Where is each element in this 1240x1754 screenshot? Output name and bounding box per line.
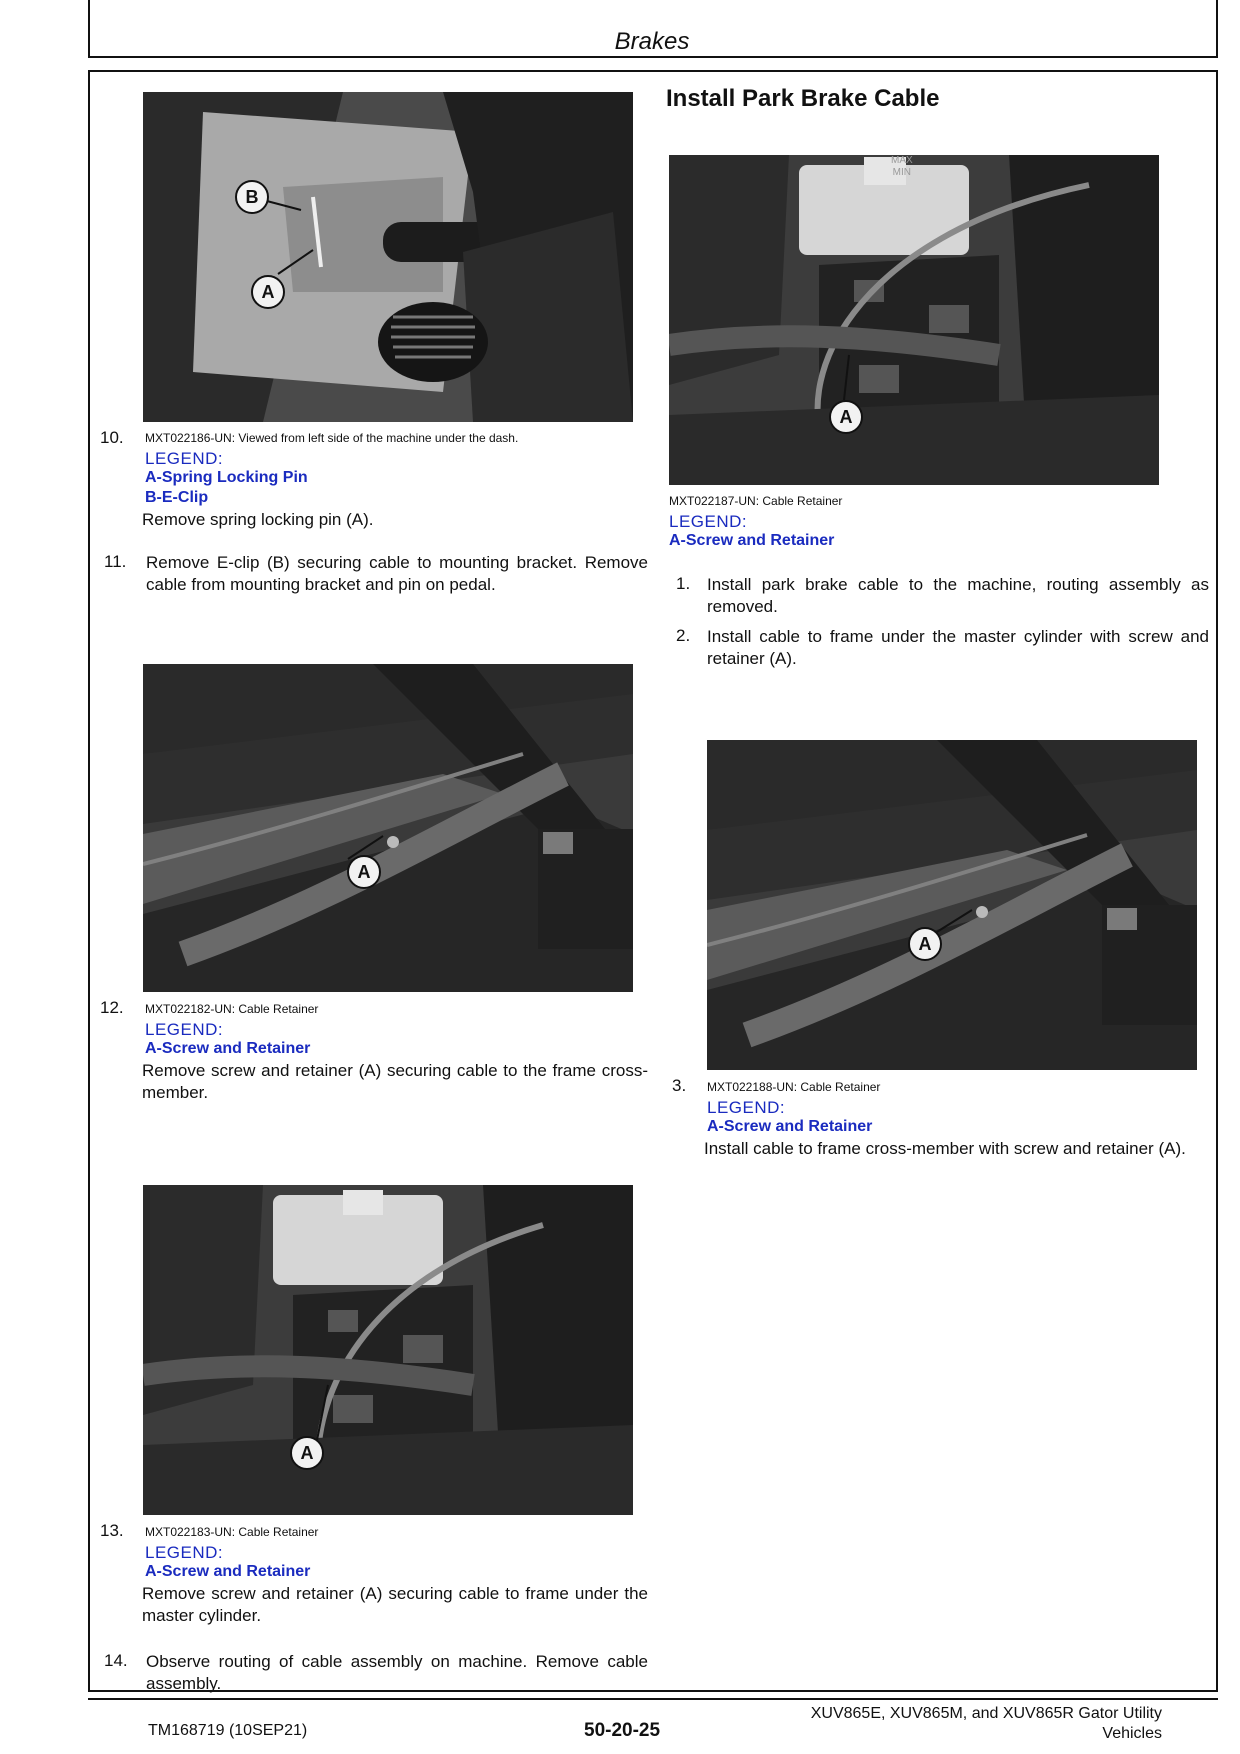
legend-title: LEGEND: (145, 449, 224, 468)
legend-title: LEGEND: (145, 1020, 224, 1039)
photo-install-cable-retainer (669, 155, 1159, 485)
photo-cable-retainer-crossmember (143, 664, 633, 992)
callout-a: A (908, 927, 942, 961)
step-text: Install cable to frame cross-member with screw and retainer (A). (704, 1139, 1186, 1158)
step-number: 2. (676, 626, 691, 645)
photo-cable-retainer-master-cylinder (143, 1185, 633, 1515)
footer-vehicle-line1: XUV865E, XUV865M, and XUV865R Gator Utility (810, 1705, 1162, 1722)
legend-item: A-Screw and Retainer (145, 1563, 311, 1580)
callout-b: B (235, 180, 269, 214)
page-header-title: Brakes (614, 28, 690, 55)
legend-title: LEGEND: (669, 512, 748, 531)
reservoir-min-label: MIN (892, 167, 911, 178)
step-text: Remove spring locking pin (A). (142, 510, 374, 529)
footer-vehicle-title (760, 1704, 1162, 1744)
callout-a: A (829, 400, 863, 434)
step-number: 3. (672, 1076, 687, 1095)
step-text: Remove screw and retainer (A) securing cable to frame under the master cylinder. (142, 1584, 648, 1625)
reservoir-max-label: MAX (891, 155, 913, 166)
step-number: 10. (100, 428, 124, 447)
step-number: 11. (104, 552, 127, 571)
photo-spring-locking-pin (143, 92, 633, 422)
step-text: Observe routing of cable assembly on machine. Remove cable assembly. (146, 1652, 648, 1693)
footer-page-number: 50-20-25 (584, 1720, 661, 1741)
step-number: 13. (100, 1521, 124, 1540)
callout-a: A (290, 1436, 324, 1470)
figure-caption: MXT022183-UN: Cable Retainer (145, 1525, 319, 1539)
photo-install-crossmember-retainer (707, 740, 1197, 1070)
callout-a: A (251, 275, 285, 309)
step-number: 12. (100, 998, 124, 1017)
footer-rule (88, 1698, 1218, 1700)
legend-item: A-Screw and Retainer (145, 1040, 311, 1057)
step-text: Remove E-clip (B) securing cable to mounting bracket. Remove cable from mounting bracket and pin on pedal. (146, 553, 648, 594)
footer-vehicle-line2: Vehicles (1102, 1725, 1162, 1742)
section-title: Install Park Brake Cable (666, 85, 940, 112)
figure-caption: MXT022186-UN: Viewed from left side of the machine under the dash. (145, 431, 519, 445)
figure-caption: MXT022187-UN: Cable Retainer (669, 494, 843, 508)
figure-caption: MXT022182-UN: Cable Retainer (145, 1002, 319, 1016)
legend-title: LEGEND: (145, 1543, 224, 1562)
figure-caption: MXT022188-UN: Cable Retainer (707, 1080, 881, 1094)
legend-item: A-Spring Locking Pin (145, 469, 308, 486)
legend-item: B-E-Clip (145, 489, 209, 506)
step-text: Remove screw and retainer (A) securing cable to the frame cross-member. (142, 1061, 648, 1102)
legend-item: A-Screw and Retainer (707, 1118, 873, 1135)
step-number: 14. (104, 1651, 128, 1670)
step-text: Install cable to frame under the master cylinder with screw and retainer (A). (707, 627, 1209, 668)
legend-item: A-Screw and Retainer (669, 532, 835, 549)
step-text: Install park brake cable to the machine, routing assembly as removed. (707, 575, 1209, 616)
legend-title: LEGEND: (707, 1098, 786, 1117)
footer-doc-id: TM168719 (10SEP21) (148, 1722, 308, 1739)
step-number: 1. (676, 574, 691, 593)
callout-a: A (347, 855, 381, 889)
